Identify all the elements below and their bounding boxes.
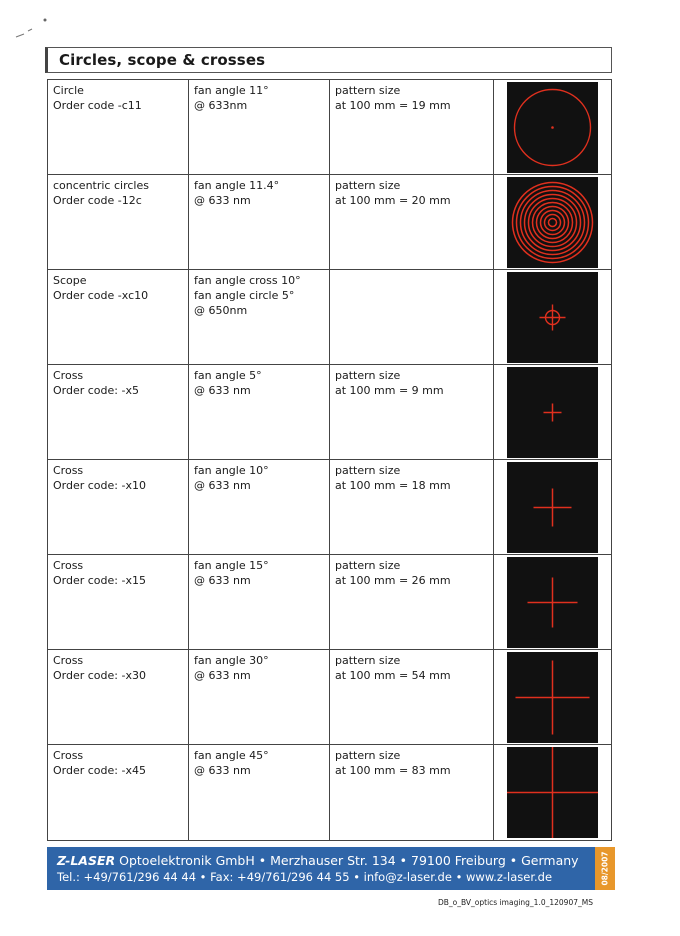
pattern-image-cell	[494, 745, 611, 840]
cell-text-line: Circle	[53, 84, 84, 97]
pattern-size-cell	[330, 175, 494, 269]
pattern-size-cell	[330, 555, 494, 649]
circle-pattern-image	[507, 82, 598, 173]
cell-text-line: at 100 mm = 54 mm	[335, 669, 451, 682]
fan-angle-cell	[189, 650, 330, 744]
cross-45-pattern-image	[507, 747, 598, 838]
fan-angle-cell	[189, 555, 330, 649]
company-footer	[47, 847, 595, 890]
cell-text-line: pattern size	[335, 369, 401, 382]
cell-text-line: at 100 mm = 26 mm	[335, 574, 451, 587]
footer-contact-line: Tel.: +49/761/296 44 44 • Fax: +49/761/296 44 55 • info@z-laser.de • www.z-laser.de	[57, 870, 553, 884]
cell-text-line: Scope	[53, 274, 87, 287]
cell-text-line: @ 650nm	[194, 304, 248, 317]
table-row	[48, 650, 611, 745]
fan-angle-cell	[189, 745, 330, 840]
table-row	[48, 460, 611, 555]
date-tab	[595, 847, 615, 890]
cell-text-line: pattern size	[335, 749, 401, 762]
concentric-pattern-image	[507, 177, 598, 268]
cell-text-line: fan angle 30°	[194, 654, 269, 667]
product-name-cell	[48, 745, 189, 840]
product-name-cell	[48, 650, 189, 744]
cell-text-line: at 100 mm = 18 mm	[335, 479, 451, 492]
cell-text-line: fan angle circle 5°	[194, 289, 295, 302]
laser-center-dot	[551, 126, 554, 129]
cell-text-line: fan angle 10°	[194, 464, 269, 477]
cell-text-line: fan angle 45°	[194, 749, 269, 762]
table-row	[48, 175, 611, 270]
fan-angle-cell	[189, 175, 330, 269]
pattern-image-cell	[494, 365, 611, 459]
cross-30-pattern-image	[507, 652, 598, 743]
product-name-cell	[48, 460, 189, 554]
pattern-image-cell	[494, 650, 611, 744]
date-label: 08/2007	[600, 851, 610, 886]
cell-text-line: concentric circles	[53, 179, 149, 192]
table-row	[48, 80, 611, 175]
cell-text-line: pattern size	[335, 84, 401, 97]
product-table	[47, 79, 612, 841]
cell-text-line: Order code: -x45	[53, 764, 146, 777]
cell-text-line: at 100 mm = 9 mm	[335, 384, 444, 397]
product-name-cell	[48, 555, 189, 649]
cell-text-line: fan angle cross 10°	[194, 274, 301, 287]
pattern-image-cell	[494, 555, 611, 649]
scope-pattern-image	[507, 272, 598, 363]
cell-text-line: pattern size	[335, 654, 401, 667]
cell-text-line: Order code: -x15	[53, 574, 146, 587]
pattern-image-cell	[494, 270, 611, 364]
cell-text-line: Order code -12c	[53, 194, 142, 207]
cell-text-line: @ 633nm	[194, 99, 248, 112]
pattern-size-cell	[330, 745, 494, 840]
product-name-cell	[48, 80, 189, 174]
pattern-size-cell	[330, 365, 494, 459]
cell-text-line: pattern size	[335, 559, 401, 572]
cell-text-line: @ 633 nm	[194, 479, 251, 492]
cell-text-line: Cross	[53, 654, 84, 667]
product-name-cell	[48, 365, 189, 459]
cell-text-line: @ 633 nm	[194, 669, 251, 682]
cell-text-line: at 100 mm = 19 mm	[335, 99, 451, 112]
cross-15-pattern-image	[507, 557, 598, 648]
cell-text-line: @ 633 nm	[194, 574, 251, 587]
table-row	[48, 745, 611, 840]
footer-address: Optoelektronik GmbH • Merzhauser Str. 134 • 79100 Freiburg • Germany	[115, 853, 579, 868]
cross-5-pattern-image	[507, 367, 598, 458]
pattern-size-cell	[330, 460, 494, 554]
cell-text-line: fan angle 11.4°	[194, 179, 280, 192]
cell-text-line: pattern size	[335, 179, 401, 192]
pattern-image-cell	[494, 175, 611, 269]
cell-text-line: fan angle 5°	[194, 369, 262, 382]
table-row	[48, 555, 611, 650]
cell-text-line: Order code -c11	[53, 99, 142, 112]
cell-text-line: Order code: -x30	[53, 669, 146, 682]
cell-text-line: pattern size	[335, 464, 401, 477]
table-row	[48, 365, 611, 460]
product-name-cell	[48, 270, 189, 364]
fan-angle-cell	[189, 460, 330, 554]
brand-name: Z-LASER	[57, 853, 116, 868]
cell-text-line: @ 633 nm	[194, 384, 251, 397]
cell-text-line: Cross	[53, 559, 84, 572]
cell-text-line: @ 633 nm	[194, 194, 251, 207]
pattern-size-cell	[330, 270, 494, 364]
cell-text-line: @ 633 nm	[194, 764, 251, 777]
cell-text-line: Cross	[53, 369, 84, 382]
pattern-size-cell	[330, 650, 494, 744]
scan-mark	[14, 15, 54, 45]
pattern-size-cell	[330, 80, 494, 174]
cell-text-line: Order code: -x10	[53, 479, 146, 492]
table-row	[48, 270, 611, 365]
cell-text-line: Order code: -x5	[53, 384, 139, 397]
cell-text-line: Order code -xc10	[53, 289, 149, 302]
cell-text-line: fan angle 11°	[194, 84, 269, 97]
fan-angle-cell	[189, 270, 330, 364]
fan-angle-cell	[189, 365, 330, 459]
pattern-image-cell	[494, 460, 611, 554]
cross-10-pattern-image	[507, 462, 598, 553]
cell-text-line: Cross	[53, 749, 84, 762]
cell-text-line: fan angle 15°	[194, 559, 269, 572]
cell-text-line: at 100 mm = 20 mm	[335, 194, 451, 207]
cell-text-line: at 100 mm = 83 mm	[335, 764, 451, 777]
document-reference: DB_o_BV_optics imaging_1.0_120907_MS	[438, 898, 593, 907]
footer-address-line	[57, 852, 595, 869]
cell-text-line: Cross	[53, 464, 84, 477]
pattern-image-cell	[494, 80, 611, 174]
section-title: Circles, scope & crosses	[45, 47, 612, 73]
fan-angle-cell	[189, 80, 330, 174]
product-name-cell	[48, 175, 189, 269]
